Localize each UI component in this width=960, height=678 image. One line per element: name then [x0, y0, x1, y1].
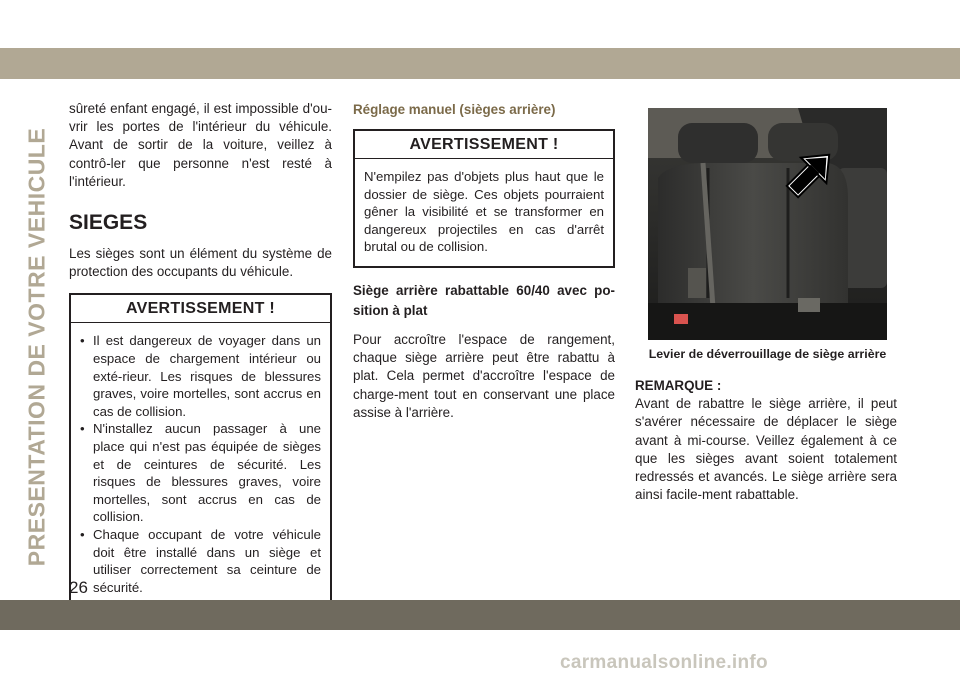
side-section-title: PRESENTATION DE VOTRE VEHICULE [23, 127, 50, 567]
warning-title: AVERTISSEMENT ! [355, 131, 613, 159]
rear-seat-photo [648, 108, 887, 340]
bottom-band [0, 600, 960, 630]
photo-caption: Levier de déverrouillage de siège arrière [648, 347, 887, 361]
warning-item: • Il est dangereux de voyager dans un espace de chargement intérieur ou exté-rieur. Les risques de blessures graves, voire mortelles, sont accrus en cas de collision. [80, 332, 321, 420]
warning-item: • Chaque occupant de votre véhicule doit être installé dans un siège et utiliser correctement sa ceinture de sécurité. [80, 526, 321, 596]
seats-paragraph: Les sièges sont un élément du système de protection des occupants du véhicule. [69, 246, 332, 280]
column-1 [69, 100, 332, 608]
watermark: carmanualsonline.info [560, 652, 768, 673]
warning-text: N'empilez pas d'objets plus haut que le dossier de siège. Ces objets pourraient gêner la visibilité et se transformer en dangereux projectiles en cas d'arrêt brutal ou de collision. [364, 169, 604, 255]
column-2 [353, 100, 615, 422]
section-heading: SIEGES [69, 211, 148, 235]
warning-box-1 [69, 293, 332, 608]
rear-seat-image [648, 108, 887, 340]
column-3 [635, 377, 897, 504]
warning-item: • N'installez aucun passager à une place qui n'est pas équipée de sièges et de ceintures de sécurité. Les risques de blessures graves, voire mortelles, sont accrus en cas de collision. [80, 420, 321, 526]
fold-seat-heading: Siège arrière rabattable 60/40 avec po-sition à plat [353, 282, 615, 318]
subheading: Réglage manuel (sièges arrière) [353, 102, 556, 117]
intro-paragraph: sûreté enfant engagé, il est impossible d'ou-vrir les portes de l'intérieur du véhicule. Avant de sortir de la voiture, veillez à contrô-ler que personne n'est resté à l'intérieur. [69, 101, 332, 189]
note-text: Avant de rabattre le siège arrière, il peut s'avérer nécessaire de déplacer le siège avant à mi-course. Veillez également à ce que les sièges avant soient totalement redressés et avancés. Le siège arrière sera ainsi facile-ment rabattable. [635, 396, 897, 503]
page-number: 26 [69, 578, 88, 597]
note-label: REMARQUE : [635, 378, 722, 393]
warning-box-2 [353, 129, 615, 268]
fold-seat-paragraph: Pour accroître l'espace de rangement, chaque siège arrière peut être rabattu à plat. Cela permet d'accroître l'espace de charge-ment tout en conservant une place assise à l'arrière. [353, 331, 615, 420]
top-band [0, 48, 960, 79]
warning-title: AVERTISSEMENT ! [71, 295, 330, 323]
warning-list [80, 332, 321, 596]
